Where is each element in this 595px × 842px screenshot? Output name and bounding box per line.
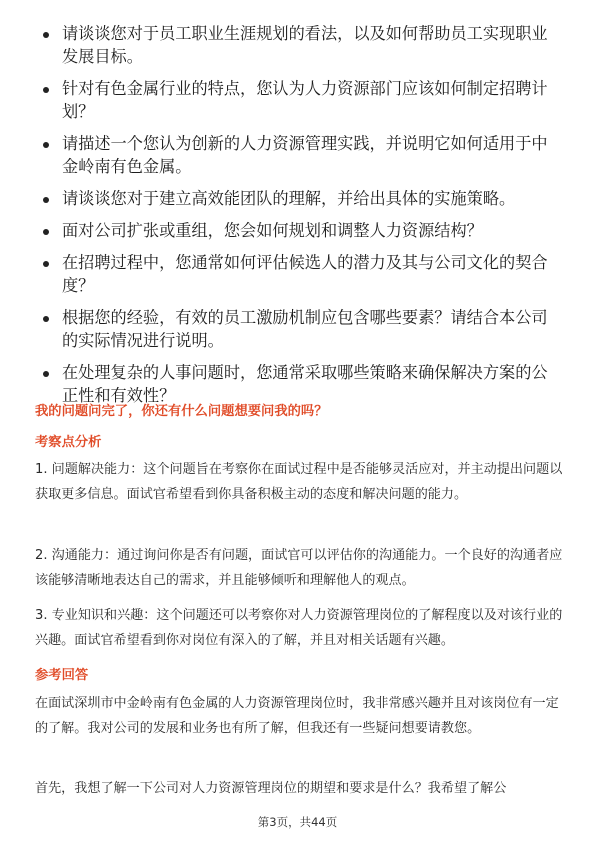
bullet-icon bbox=[43, 32, 49, 38]
answer-paragraph: 首先，我想了解一下公司对人力资源管理岗位的期望和要求是什么？我希望了解公 bbox=[35, 781, 507, 796]
bullet-icon bbox=[43, 197, 49, 203]
question-item bbox=[40, 187, 560, 210]
question-item bbox=[40, 22, 560, 68]
question-text: 面对公司扩张或重组，您会如何规划和调整人力资源结构？ bbox=[62, 221, 483, 240]
analysis-point: 2. 沟通能力：通过询问你是否有问题，面试官可以评估你的沟通能力。一个良好的沟通者应该能够清晰地表达自己的需求，并且能够倾听和理解他人的观点。 bbox=[35, 548, 563, 588]
question-list bbox=[40, 22, 560, 416]
bullet-icon bbox=[43, 142, 49, 148]
page-number: 第3页，共44页 bbox=[257, 815, 338, 829]
bullet-icon bbox=[43, 87, 49, 93]
answer-heading: 参考回答 bbox=[35, 668, 89, 683]
analysis-point: 1. 问题解决能力：这个问题旨在考察你在面试过程中是否能够灵活应对，并主动提出问题以获取更多信息。面试官希望看到你具备积极主动的态度和解决问题的能力。 bbox=[35, 462, 563, 502]
answer-paragraph: 在面试深圳市中金岭南有色金属的人力资源管理岗位时，我非常感兴趣并且对该岗位有一定的了解。我对公司的发展和业务也有所了解，但我还有一些疑问想要请教您。 bbox=[35, 696, 559, 736]
closing-question-heading: 我的问题问完了，你还有什么问题想要问我的吗？ bbox=[35, 404, 328, 419]
question-text: 请描述一个您认为创新的人力资源管理实践，并说明它如何适用于中金岭南有色金属。 bbox=[62, 134, 548, 176]
question-item bbox=[40, 306, 560, 352]
bullet-icon bbox=[43, 229, 49, 235]
question-text: 请谈谈您对于员工职业生涯规划的看法，以及如何帮助员工实现职业发展目标。 bbox=[62, 24, 548, 66]
question-item bbox=[40, 132, 560, 178]
question-item bbox=[40, 251, 560, 297]
bullet-icon bbox=[43, 261, 49, 267]
question-text: 根据您的经验，有效的员工激励机制应包含哪些要素？请结合本公司的实际情况进行说明。 bbox=[62, 308, 548, 350]
bullet-icon bbox=[43, 316, 49, 322]
question-item bbox=[40, 219, 560, 242]
bullet-icon bbox=[43, 371, 49, 377]
question-text: 针对有色金属行业的特点，您认为人力资源部门应该如何制定招聘计划？ bbox=[62, 79, 548, 121]
analysis-heading: 考察点分析 bbox=[35, 435, 102, 450]
question-text: 在招聘过程中，您通常如何评估候选人的潜力及其与公司文化的契合度？ bbox=[62, 253, 548, 295]
question-text: 请谈谈您对于建立高效能团队的理解，并给出具体的实施策略。 bbox=[62, 189, 516, 208]
analysis-point: 3. 专业知识和兴趣：这个问题还可以考察你对人力资源管理岗位的了解程度以及对该行业的兴趣。面试官希望看到你对岗位有深入的了解，并且对相关话题有兴趣。 bbox=[35, 608, 563, 648]
question-text: 在处理复杂的人事问题时，您通常采取哪些策略来确保解决方案的公正性和有效性？ bbox=[62, 363, 548, 405]
question-item bbox=[40, 77, 560, 123]
question-item bbox=[40, 361, 560, 407]
